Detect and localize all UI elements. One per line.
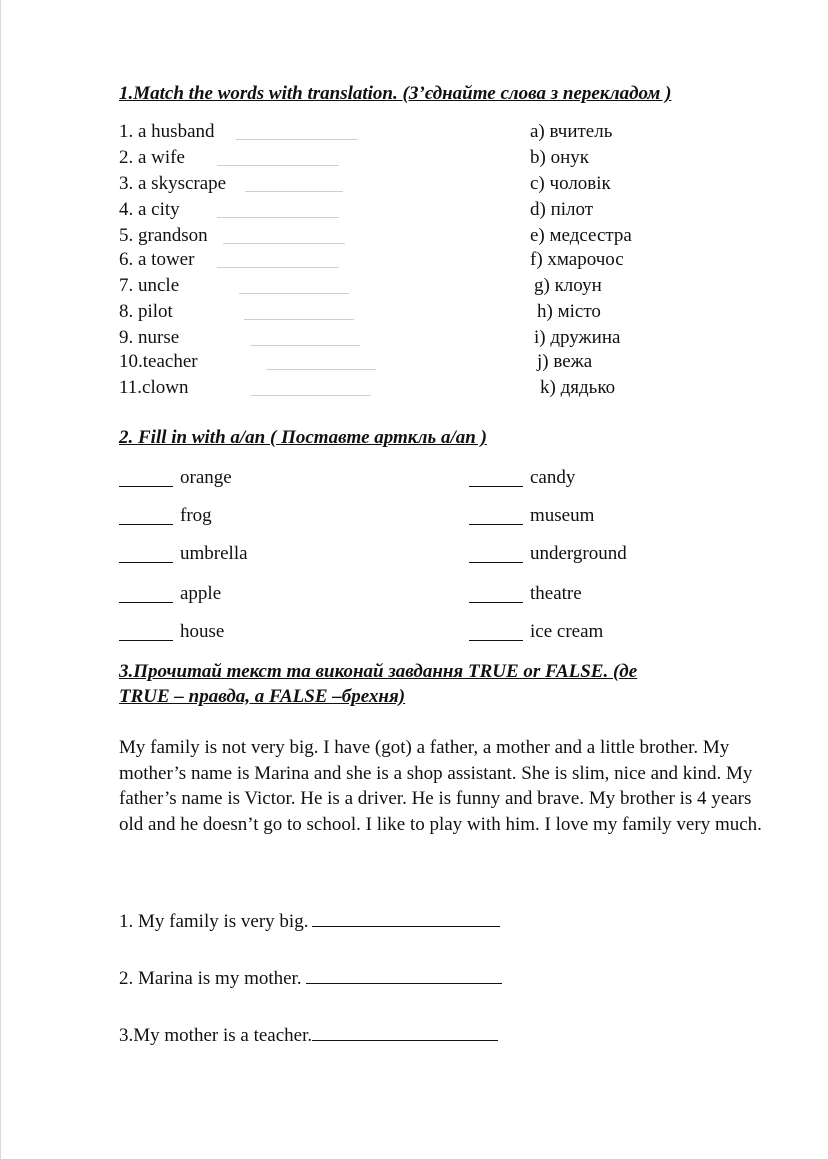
reading-text: My family is not very big. I have (got) a father, a mother and a little brother. My mother’s name is Marina and she is a shop assistant. She is slim, nice and kind. My father’s name is Victor. He is a driver. He is funny and brave. My brother is 4 years old and he doesn’t go to school. I like to play with him. I love my family very much. <box>119 737 762 835</box>
article-blank-left-2[interactable] <box>119 524 173 525</box>
noun-umbrella: umbrella <box>180 543 248 564</box>
section-2-title: 2. Fill in with a/an ( Поставте арткль a/an ) <box>119 427 487 448</box>
section-3-title-line-1: 3.Прочитай текст та виконай завдання TRUE or FALSE. (де <box>119 661 638 682</box>
section-3-title <box>119 659 637 709</box>
answer-line-1[interactable] <box>236 139 358 140</box>
noun-house: house <box>180 621 225 642</box>
answer-line-10[interactable] <box>266 369 376 370</box>
section-3-title-line-2: TRUE – правда, a FALSE –брехня) <box>119 686 406 707</box>
answer-line-7[interactable] <box>239 293 349 294</box>
statement-2-text: 2. Marina is my mother. <box>119 968 302 989</box>
article-blank-right-1[interactable] <box>469 486 523 487</box>
section-1-title: 1.Match the words with translation. (З’єднайте слова з перекладом ) <box>119 83 672 104</box>
article-blank-left-4[interactable] <box>119 602 173 603</box>
translation-c: c) чоловік <box>530 173 611 194</box>
noun-theatre: theatre <box>530 583 582 604</box>
translation-f: f) хмарочос <box>530 249 624 270</box>
statement-2-answer-line[interactable] <box>306 983 502 984</box>
match-word-7: 7. uncle <box>119 275 180 296</box>
statement-3-answer-line[interactable] <box>312 1040 498 1041</box>
match-word-6: 6. a tower <box>119 249 195 270</box>
article-blank-right-4[interactable] <box>469 602 523 603</box>
match-word-3: 3. a skyscrape <box>119 173 227 194</box>
noun-apple: apple <box>180 583 222 604</box>
match-word-9: 9. nurse <box>119 327 180 348</box>
statement-1-answer-line[interactable] <box>312 926 500 927</box>
answer-line-6[interactable] <box>217 267 339 268</box>
statement-3-text: 3.My mother is a teacher. <box>119 1025 313 1046</box>
translation-h: h) місто <box>537 301 601 322</box>
match-word-2: 2. a wife <box>119 147 185 168</box>
translation-e: e) медсестра <box>530 225 632 246</box>
article-blank-left-3[interactable] <box>119 562 173 563</box>
translation-b: b) онук <box>530 147 589 168</box>
noun-underground: underground <box>530 543 627 564</box>
noun-frog: frog <box>180 505 212 526</box>
page-left-edge <box>0 0 1 1159</box>
noun-museum: museum <box>530 505 595 526</box>
noun-ice-cream: ice cream <box>530 621 604 642</box>
match-word-4: 4. a city <box>119 199 180 220</box>
statement-2 <box>119 967 502 991</box>
translation-k: k) дядько <box>540 377 616 398</box>
match-word-5: 5. grandson <box>119 225 208 246</box>
translation-g: g) клоун <box>534 275 602 296</box>
answer-line-2[interactable] <box>217 165 339 166</box>
statement-1-text: 1. My family is very big. <box>119 911 309 932</box>
match-word-10: 10.teacher <box>119 351 198 372</box>
match-word-8: 8. pilot <box>119 301 173 322</box>
match-word-1: 1. a husband <box>119 121 215 142</box>
article-blank-left-5[interactable] <box>119 640 173 641</box>
translation-d: d) пілот <box>530 199 594 220</box>
answer-line-5[interactable] <box>223 243 345 244</box>
statement-1 <box>119 910 500 934</box>
translation-j: j) вежа <box>537 351 593 372</box>
answer-line-3[interactable] <box>245 191 343 192</box>
translation-a: a) вчитель <box>530 121 613 142</box>
article-blank-right-3[interactable] <box>469 562 523 563</box>
noun-candy: candy <box>530 467 576 488</box>
article-blank-left-1[interactable] <box>119 486 173 487</box>
answer-line-4[interactable] <box>217 217 339 218</box>
answer-line-9[interactable] <box>250 345 360 346</box>
answer-line-11[interactable] <box>251 395 371 396</box>
article-blank-right-2[interactable] <box>469 524 523 525</box>
match-word-11: 11.clown <box>119 377 189 398</box>
answer-line-8[interactable] <box>244 319 354 320</box>
translation-i: i) дружина <box>534 327 621 348</box>
noun-orange: orange <box>180 467 232 488</box>
article-blank-right-5[interactable] <box>469 640 523 641</box>
statement-3 <box>119 1024 498 1048</box>
